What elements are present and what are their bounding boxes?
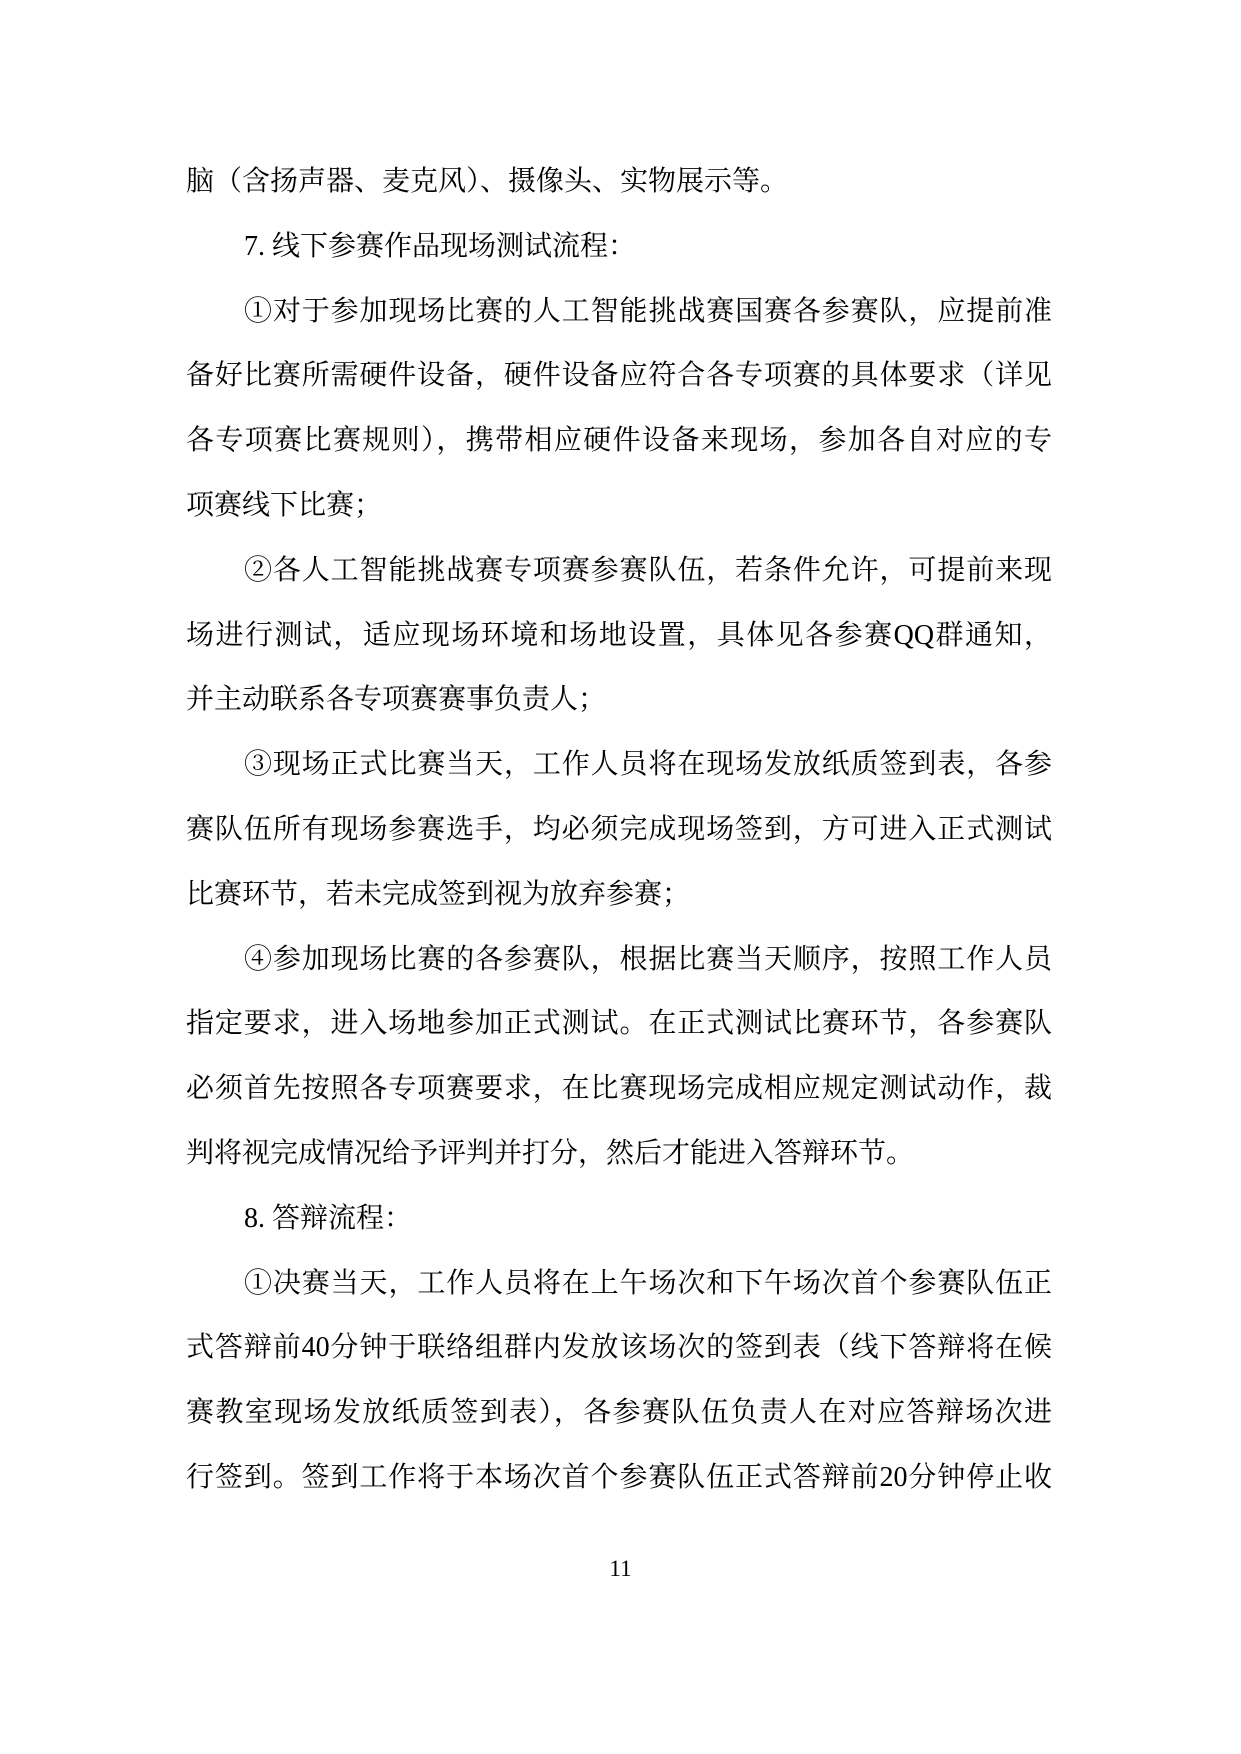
page-number: 11 (609, 1556, 632, 1581)
text-line: 赛队伍所有现场参赛选手，均必须完成现场签到，方可进入正式测试 (186, 813, 1052, 845)
text-line: 7. 线下参赛作品现场测试流程： (244, 230, 637, 262)
text-line: 必须首先按照各专项赛要求，在比赛现场完成相应规定测试动作，裁 (186, 1073, 1052, 1105)
text-line: 判将视完成情况给予评判并打分，然后才能进入答辩环节。 (186, 1137, 915, 1169)
text-line: 比赛环节，若未完成签到视为放弃参赛； (186, 878, 691, 910)
text-line: 式答辩前40分钟于联络组群内发放该场次的签到表（线下答辩将在候 (186, 1332, 1052, 1364)
text-line: 备好比赛所需硬件设备，硬件设备应符合各专项赛的具体要求（详见 (186, 360, 1052, 392)
text-line: ①对于参加现场比赛的人工智能挑战赛国赛各参赛队，应提前准 (244, 295, 1052, 327)
text-line: 赛教室现场发放纸质签到表），各参赛队伍负责人在对应答辩场次进 (186, 1397, 1052, 1429)
text-line: 指定要求，进入场地参加正式测试。在正式测试比赛环节，各参赛队 (186, 1008, 1052, 1040)
body-text (186, 150, 1052, 1511)
text-line: 并主动联系各专项赛赛事负责人； (186, 684, 607, 716)
text-line: 8. 答辩流程： (244, 1202, 413, 1234)
text-line: ③现场正式比赛当天，工作人员将在现场发放纸质签到表，各参 (244, 749, 1052, 781)
text-line: ②各人工智能挑战赛专项赛参赛队伍，若条件允许，可提前来现 (244, 554, 1052, 586)
text-line: 各专项赛比赛规则），携带相应硬件设备来现场，参加各自对应的专 (186, 425, 1052, 457)
text-line: ④参加现场比赛的各参赛队，根据比赛当天顺序，按照工作人员 (244, 943, 1052, 975)
text-line: 行签到。签到工作将于本场次首个参赛队伍正式答辩前20分钟停止收 (186, 1461, 1052, 1493)
text-line: 场进行测试，适应现场环境和场地设置，具体见各参赛QQ群通知， (186, 619, 1052, 651)
text-line: ①决赛当天，工作人员将在上午场次和下午场次首个参赛队伍正 (244, 1267, 1052, 1299)
text-line: 项赛线下比赛； (186, 489, 383, 521)
text-line: 脑（含扬声器、麦克风）、摄像头、实物展示等。 (186, 166, 789, 197)
